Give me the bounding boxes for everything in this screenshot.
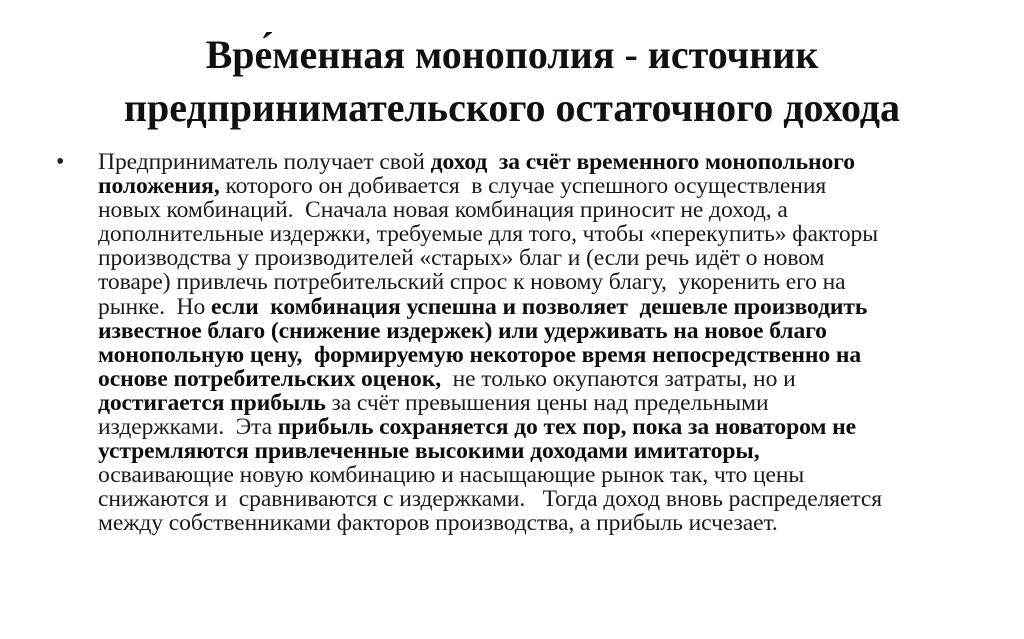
paragraph-line (98, 198, 968, 222)
paragraph-line (98, 463, 968, 487)
bold-text-segment: достигается прибыль (98, 389, 326, 416)
slide-title (40, 28, 984, 134)
text-segment: товаре) привлечь потребительский спрос к новому благу, укоренить его на (98, 269, 846, 296)
paragraph-line (98, 246, 968, 270)
paragraph-line (98, 415, 968, 439)
bullet-list (56, 150, 976, 536)
title-line-2: предпринимательского остаточного дохода (123, 85, 901, 130)
paragraph-line (98, 295, 968, 319)
bold-text-segment: устремляются привлеченные высокими доходами имитаторы, (98, 438, 760, 465)
paragraph-line (98, 150, 968, 174)
paragraph-line (98, 367, 968, 391)
text-segment: Предприниматель получает свой (98, 149, 431, 175)
text-segment: производства у производителей «старых» благ и (если речь идёт о новом (98, 245, 825, 272)
paragraph-line (98, 511, 968, 535)
paragraph-line (98, 270, 968, 294)
text-segment: издержками. Эта (98, 414, 278, 441)
text-segment: осваивающие новую комбинацию и насыщающие рынок так, что цены (98, 462, 805, 489)
text-segment: дополнительные издержки, требуемые для того, чтобы «перекупить» факторы (98, 221, 878, 248)
paragraph-line (98, 222, 968, 246)
bold-text-segment: доход за счёт временного монопольного (430, 149, 855, 175)
text-segment: рынке. Но (98, 293, 211, 320)
text-segment: снижаются и сравниваются с издержками. Тогда доход вновь распределяется (98, 486, 883, 513)
bullet-paragraph (98, 150, 968, 536)
text-segment: между собственниками факторов производства, а прибыль исчезает. (98, 510, 778, 537)
bold-text-segment: известное благо (снижение издержек) или удерживать на новое благо (98, 317, 827, 344)
bold-text-segment: монопольную цену, формируемую некоторое время непосредственно на (98, 341, 862, 368)
bold-text-segment: основе потребительских оценок, (98, 365, 442, 392)
title-line-1: Вре́менная монополия - источник (205, 32, 819, 77)
bold-text-segment: если комбинация успешна и позволяет дешевле производить (210, 293, 868, 320)
bullet-marker: • (56, 149, 65, 175)
paragraph-line (98, 319, 968, 343)
paragraph-line (98, 391, 968, 415)
paragraph-line (98, 343, 968, 367)
bold-text-segment: положения, (98, 173, 220, 200)
paragraph-line (98, 174, 968, 198)
text-segment: за счёт превышения цены над предельными (325, 389, 769, 416)
text-segment: которого он добивается в случае успешного осуществления (219, 173, 827, 200)
bold-text-segment: прибыль сохраняется до тех пор, пока за новатором не (277, 414, 856, 441)
text-segment: новых комбинаций. Сначала новая комбинация приносит не доход, а (98, 197, 788, 224)
bullet-item (56, 150, 976, 536)
paragraph-line (98, 487, 968, 511)
text-segment: не только окупаются затраты, но и (441, 365, 796, 392)
paragraph-line (98, 439, 968, 463)
